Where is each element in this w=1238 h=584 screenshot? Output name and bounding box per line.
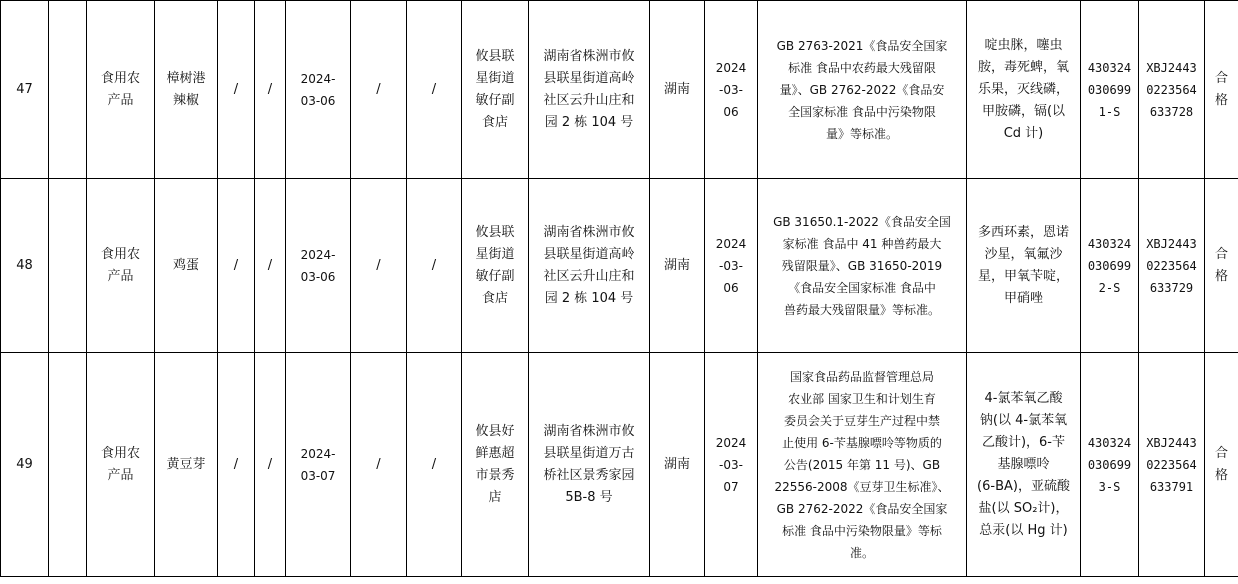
category-cell: 食用农 产品 [87,353,155,577]
slash-cell: / [351,353,407,577]
production-date-cell: 2024- 03-07 [286,353,351,577]
result-cell: 合 格 [1205,1,1238,179]
slash-cell: / [407,179,462,353]
slash-cell: / [407,353,462,577]
table-row [1,353,1238,577]
row-number: 49 [1,353,49,577]
product-cell: 樟树港 辣椒 [155,1,218,179]
province-cell: 湖南 [650,353,705,577]
test-items-cell: 4-氯苯氧乙酸 钠(以 4-氯苯氧 乙酸计)，6-苄 基腺嘌呤 (6-BA)，亚硫酸 盐(以 SO₂计)， 总汞(以 Hg 计) [967,353,1081,577]
production-date-cell: 2024- 03-06 [286,1,351,179]
province-cell: 湖南 [650,179,705,353]
store-address-cell: 湖南省株洲市攸 县联星街道高岭 社区云升山庄和 园 2 栋 104 号 [529,1,650,179]
category-cell: 食用农 产品 [87,1,155,179]
result-cell: 合 格 [1205,179,1238,353]
store-address-cell: 湖南省株洲市攸 县联星街道高岭 社区云升山庄和 园 2 栋 104 号 [529,179,650,353]
slash-cell: / [218,1,255,179]
result-cell: 合 格 [1205,353,1238,577]
report-number-cell: XBJ2443 0223564 633791 [1139,353,1205,577]
table-row [1,179,1238,353]
slash-cell: / [218,179,255,353]
product-cell: 鸡蛋 [155,179,218,353]
category-cell: 食用农 产品 [87,179,155,353]
row-number: 48 [1,179,49,353]
test-items-cell: 多西环素，恩诺 沙星，氧氟沙 星，甲氧苄啶， 甲硝唑 [967,179,1081,353]
slash-cell: / [351,1,407,179]
standard-cell: GB 2763-2021《食品安全国家 标准 食品中农药最大残留限 量》、GB 2762-2022《食品安 全国家标准 食品中污染物限 量》等标准。 [758,1,967,179]
standard-cell: GB 31650.1-2022《食品安全国 家标准 食品中 41 种兽药最大 残留限量》、GB 31650-2019 《食品安全国家标准 食品中 兽药最大残留限量》等标准。 [758,179,967,353]
slash-cell: / [407,1,462,179]
table-row [1,1,1238,179]
empty-cell [49,353,87,577]
slash-cell: / [255,1,286,179]
test-items-cell: 啶虫脒，噻虫 胺，毒死蜱，氧 乐果，灭线磷， 甲胺磷，镉(以 Cd 计) [967,1,1081,179]
test-date-cell: 2024 -03- 06 [705,179,758,353]
slash-cell: / [351,179,407,353]
store-name-cell: 攸县联 星街道 敏仔副 食店 [462,179,529,353]
slash-cell: / [218,353,255,577]
product-cell: 黄豆芽 [155,353,218,577]
report-number-cell: XBJ2443 0223564 633728 [1139,1,1205,179]
province-cell: 湖南 [650,1,705,179]
slash-cell: / [255,179,286,353]
production-date-cell: 2024- 03-06 [286,179,351,353]
store-name-cell: 攸县联 星街道 敏仔副 食店 [462,1,529,179]
standard-cell: 国家食品药品监督管理总局 农业部 国家卫生和计划生育 委员会关于豆芽生产过程中禁 止使用 6-苄基腺嘌呤等物质的 公告(2015 年第 11 号)、GB 22556-2008《豆芽卫生标准》、 GB 2762-2022《食品安全国家 标准 食品中污染物限量》等标 准。 [758,353,967,577]
sample-number-cell: 430324 030699 3-S [1081,353,1139,577]
store-address-cell: 湖南省株洲市攸 县联星街道万古 桥社区景秀家园 5B-8 号 [529,353,650,577]
test-date-cell: 2024 -03- 07 [705,353,758,577]
empty-cell [49,1,87,179]
empty-cell [49,179,87,353]
test-date-cell: 2024 -03- 06 [705,1,758,179]
sample-number-cell: 430324 030699 1-S [1081,1,1139,179]
sample-number-cell: 430324 030699 2-S [1081,179,1139,353]
store-name-cell: 攸县好 鲜惠超 市景秀 店 [462,353,529,577]
row-number: 47 [1,1,49,179]
slash-cell: / [255,353,286,577]
report-number-cell: XBJ2443 0223564 633729 [1139,179,1205,353]
